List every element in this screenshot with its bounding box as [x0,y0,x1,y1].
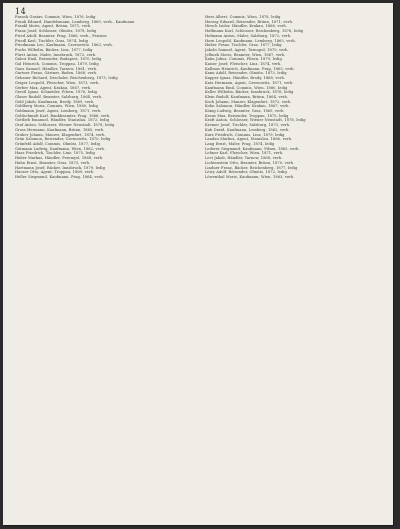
page-number: 14 [15,7,27,16]
register-entry: Franck Gustav, Commis, Wien, 1876, ledig [15,15,96,19]
register-entry: Gerstl Ignaz, Schneider, Pilsen, 1876, ledig [15,90,98,95]
register-entry: Kahn Julius, Commis, Pilsen, 1879, ledig [205,57,282,62]
register-entry: Gartner Franz, Gärtner, Baden, 1868, verh. [15,71,98,76]
register-entry: Hofmann Anton, Maler, Salzburg, 1872, verh. [205,33,292,38]
register-entry: Goldmann Josef, Agent, Lemberg, 1871, verh. [15,109,102,114]
register-entry: Löwy Adolf, Reisender, Olmütz, 1872, ledig [205,170,287,175]
register-entry: Friedl Karl, Tischler, Graz, 1874, ledig [15,38,89,43]
register-entry: Goldberg Moriz, Commis, Wien, 1880, ledig [15,104,98,109]
register-entry: Lang Ernst, Maler, Prag, 1874, ledig [205,141,275,146]
register-entry: Lederer Siegmund, Kaufmann, Pilsen, 1865, verh. [205,146,300,151]
register-entry: Kaiser Josef, Fleischer, Linz, 1874, verh. [205,62,282,67]
register-entry: Glaser Rudolf, Beamter, Salzburg, 1864, verh. [15,94,103,99]
register-entry: Haber Markus, Händler, Przemysl, 1868, verh. [15,156,104,161]
register-entry: Kann Adolf, Reisender, Olmütz, 1873, ledig [205,71,287,76]
right-column [205,15,381,180]
register-entry: Hirsch Isidor, Händler, Krakau, 1866, verh. [205,24,287,29]
register-entry: Geiger Leopold, Fleischer, Wien, 1873, verh. [15,80,100,85]
register-entry: Kohn Salomon, Händler, Krakau, 1867, verh. [205,104,290,109]
register-entry: Koch Johann, Maurer, Klagenfurt, 1872, verh. [205,99,292,104]
register-entry: Landau Markus, Agent, Stanislau, 1866, verh. [205,137,293,142]
register-entry: Hoffmann Karl, Schlosser, Reichenberg, 1876, ledig [205,29,304,34]
register-entry: Heller Siegmund, Kaufmann, Prag, 1864, verh. [15,174,104,179]
register-entry: Klein Rudolf, Kaufmann, Brünn, 1864, verh. [205,94,289,99]
register-entry: Frankl Moriz, Agent, Brünn, 1871, verh. [15,24,92,29]
register-entry: Gutmann Ludwig, Kaufmann, Wien, 1862, verh. [15,146,106,151]
register-entry: Huber Franz, Tischler, Graz, 1877, ledig [205,43,282,48]
register-entry: Levi Jakob, Händler, Tarnow, 1868, verh. [205,156,283,161]
register-entry: Frank Eduard, Handelsmann, Lemberg, 1869, verh., Kaufmann [15,19,135,24]
register-entry: Herzog Eduard, Reisender, Brünn, 1871, verh. [205,19,294,24]
register-entry: Gal Heinrich, Commis, Troppau, 1879, ledig [15,62,99,67]
register-entry: Kuh David, Kaufmann, Lemberg, 1862, verh. [205,127,290,132]
register-entry: Grünfeld Adolf, Commis, Olmütz, 1877, ledig [15,141,101,146]
register-entry: Gottlieb Emanuel, Händler, Stanislau, 1872, ledig [15,118,110,123]
register-entry: Fürst Anton, Maler, Innsbruck, 1872, verh. [15,52,97,57]
register-entry: Fuchs Wilhelm, Bäcker, Linz, 1877, ledig [15,47,93,52]
register-entry: Jakobi Samuel, Agent, Tarnopol, 1870, verh. [205,47,289,52]
register-entry: Keller Wilhelm, Bäcker, Innsbruck, 1876, ledig [205,90,294,95]
register-entry: Gans Samuel, Händler, Tarnow, 1861, verh. [15,66,98,71]
register-entry: Grün Salomon, Reisender, Czernowitz, 1870, ledig [15,137,111,142]
register-entry: Hauser Otto, Agent, Troppau, 1869, verh. [15,170,95,175]
register-entry: Lindner Franz, Bäcker, Reichenberg, 1877, ledig [205,165,298,170]
document-page [3,3,393,525]
register-entry: Kurz Friedrich, Commis, Linz, 1879, ledig [205,132,285,137]
register-entry: Gross Hermann, Kaufmann, Brünn, 1865, verh. [15,127,105,132]
register-entry: Hartmann Josef, Bäcker, Innsbruck, 1879, ledig [15,165,105,170]
register-entry: Katz Hermann, Agent, Czernowitz, 1871, verh. [205,80,294,85]
register-entry: Franz Josef, Schlosser, Olmütz, 1878, ledig [15,29,97,34]
register-entry: Lehner Karl, Fleischer, Wien, 1871, verh. [205,151,284,156]
register-entry: Kraft Anton, Schlosser, Wiener Neustadt, 1878, ledig [205,118,306,123]
register-entry: Herz Albert, Commis, Wien, 1878, ledig [205,15,281,19]
register-entry: Lichtenstein Otto, Beamter, Brünn, 1870, verh. [205,160,295,165]
left-column [15,15,191,180]
register-entry: Löwenthal Moriz, Kaufmann, Wien, 1863, verh. [205,174,295,179]
register-entry: Kallmus Heinrich, Kaufmann, Prag, 1865, verh. [205,66,295,71]
register-entry: Gold Jakob, Kaufmann, Brody, 1869, verh. [15,99,95,104]
register-entry: Hahn Ernst, Beamter, Graz, 1873, verh. [15,160,91,165]
register-entry: Horn Leopold, Kaufmann, Lemberg, 1863, verh. [205,38,296,43]
register-entry: Kraus Max, Reisender, Troppau, 1875, ledig [205,113,289,118]
register-entry: Fried Adolf, Beamter, Prag, 1866, verh., Pension [15,33,107,38]
register-entry: Goldschmidt Karl, Bankbeamter, Prag, 1866, verh. [15,113,111,118]
register-entry: Kaufmann Emil, Commis, Wien, 1880, ledig [205,85,288,90]
register-entry: Gebauer Richard, Drechsler, Reichenberg, 1875, ledig [15,76,118,81]
register-entry: Kremer Josef, Tischler, Salzburg, 1873, verh. [205,123,291,128]
register-entry: Haas Friedrich, Tischler, Linz, 1875, ledig [15,151,95,156]
register-entry: Gerber Max, Agent, Krakau, 1867, verh. [15,85,92,90]
register-entry: Friedmann Leo, Kaufmann, Czernowitz, 1863, verh. [15,43,113,48]
register-entry: Gabor Emil, Reisender, Budapest, 1870, ledig [15,57,102,62]
register-entry: Gruber Johann, Maurer, Klagenfurt, 1874, verh. [15,132,106,137]
register-entry: Jellinek Moriz, Beamter, Wien, 1867, verh. [205,52,286,57]
register-entry: Graf Anton, Schlosser, Wiener Neustadt, 1878, ledig [15,123,115,128]
register-entry: Kapper Ignaz, Händler, Brody, 1868, verh. [205,76,286,81]
register-entry: König Ludwig, Beamter, Graz, 1869, verh. [205,109,285,114]
